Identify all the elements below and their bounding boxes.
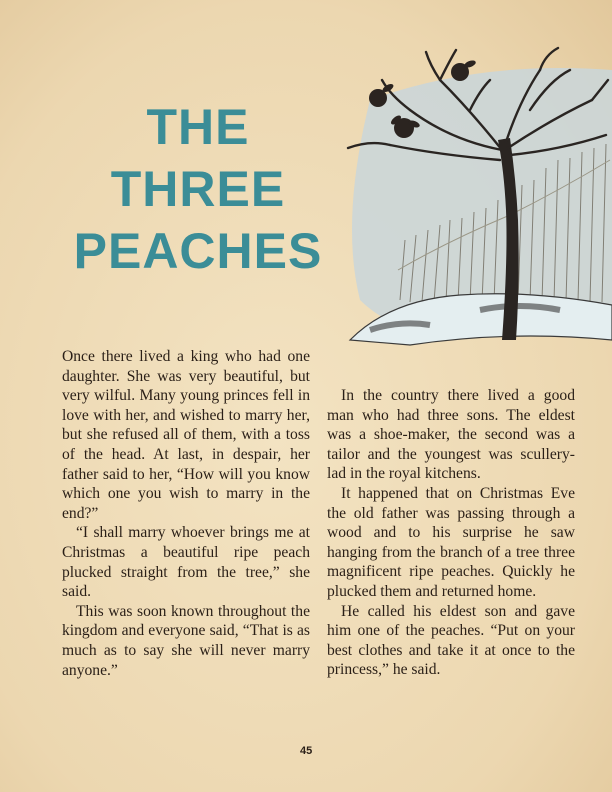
title-line-1: THE <box>146 99 250 155</box>
page-number: 45 <box>300 745 313 757</box>
story-title <box>58 96 338 282</box>
story-paragraph: It happened that on Christmas Eve the old father was passing through a wood and to his surprise he saw hanging from the branch of a tree three magnificent ripe peaches. Quickly he plucked them and returned home. <box>327 484 575 600</box>
title-line-2: THREE <box>110 161 286 217</box>
story-column-left <box>62 347 310 680</box>
story-paragraph: Once there lived a king who had one daughter. She was very beautiful, but very wilful. Many young princes fell in love with her, and wished to marry her, but she refused all of them, with a toss of the head. At last, in despair, her father said to her, “How will you know which one you wish to marry in the end?” <box>62 348 310 522</box>
peach-tree-icon <box>330 40 612 360</box>
story-paragraph: This was soon known throughout the kingdom and everyone said, “That is as much as to say she will never marry anyone.” <box>62 602 310 679</box>
story-paragraph: He called his eldest son and gave him one of the peaches. “Put on your best clothes and take it at once to the princess,” he said. <box>327 602 575 679</box>
title-line-3: PEACHES <box>73 223 323 279</box>
story-paragraph: “I shall marry whoever brings me at Christmas a beautiful ripe peach plucked straight from the tree,” she said. <box>62 524 310 601</box>
story-column-right <box>327 386 575 680</box>
story-paragraph: In the country there lived a good man who had three sons. The eldest was a shoe-maker, the second was a tailor and the youngest was scullery-lad in the royal kitchens. <box>327 387 575 483</box>
